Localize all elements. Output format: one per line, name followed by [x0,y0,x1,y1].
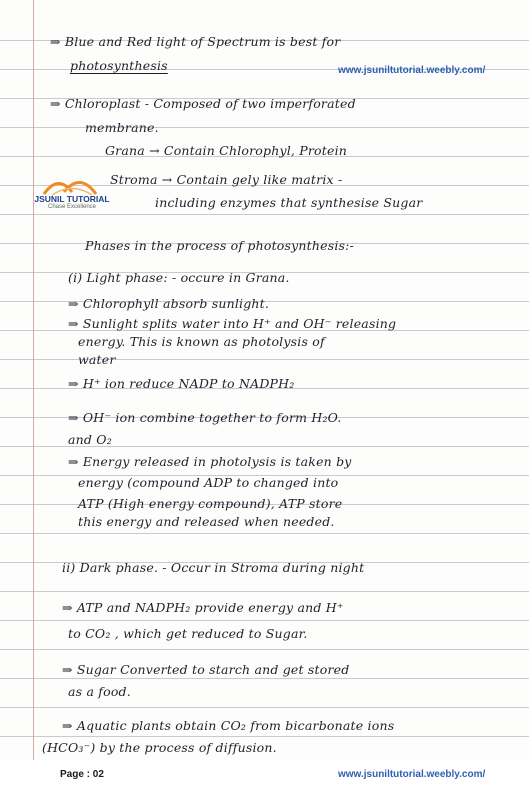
light-line-2: ⇒ Sunlight splits water into H⁺ and OH⁻ releasing [68,316,397,331]
dark-line-3: ⇒ Aquatic plants obtain CO₂ from bicarbonate ions [62,718,395,733]
margin-line [33,0,34,800]
footer-url-link[interactable]: www.jsuniltutorial.weebly.com/ [338,769,486,780]
jsunil-logo [32,172,112,214]
light-line-2c: water [78,352,116,367]
note-line-1b: photosynthesis [70,58,168,73]
dark-line-3b: (HCO₃⁻) by the process of diffusion. [42,740,277,755]
section-heading: Phases in the process of photosynthesis:- [85,238,354,253]
header-url-link[interactable]: www.jsuniltutorial.weebly.com/ [338,65,486,76]
dark-line-1b: to CO₂ , which get reduced to Sugar. [68,626,308,641]
page-number: Page : 02 [60,769,104,780]
note-line-1: ⇒ Blue and Red light of Spectrum is best for [50,34,341,49]
light-line-5b: energy (compound ADP to changed into [78,475,339,490]
logo-tagline: Chase Excellence [47,204,97,210]
dark-line-2b: as a food. [68,684,131,699]
note-line-2: ⇒ Chloroplast - Composed of two imperforated [50,96,356,111]
note-line-2b: membrane. [85,120,159,135]
light-line-3: ⇒ H⁺ ion reduce NADP to NADPH₂ [68,376,295,391]
dark-line-2: ⇒ Sugar Converted to starch and get stored [62,662,350,677]
note-line-4b: including enzymes that synthesise Sugar [155,195,423,210]
light-phase-title: (i) Light phase: - occure in Grana. [68,270,290,285]
dark-phase-title: ii) Dark phase. - Occur in Stroma during night [62,560,365,575]
light-line-5d: this energy and released when needed. [78,514,335,529]
logo-name: JSUNIL TUTORIAL [34,194,110,204]
light-line-4: ⇒ OH⁻ ion combine together to form H₂O. [68,410,342,425]
page-footer [0,760,529,800]
light-line-5c: ATP (High energy compound), ATP store [78,496,343,511]
note-line-3: Grana → Contain Chlorophyl, Protein [105,143,348,158]
light-line-5: ⇒ Energy released in photolysis is taken by [68,454,352,469]
light-line-4b: and O₂ [68,432,112,447]
dark-line-1: ⇒ ATP and NADPH₂ provide energy and H⁺ [62,600,344,615]
logo-arcs-icon [32,172,112,196]
note-line-4: Stroma → Contain gely like matrix - [110,172,343,187]
light-line-1: ⇒ Chlorophyll absorb sunlight. [68,296,270,311]
light-line-2b: energy. This is known as photolysis of [78,334,325,349]
